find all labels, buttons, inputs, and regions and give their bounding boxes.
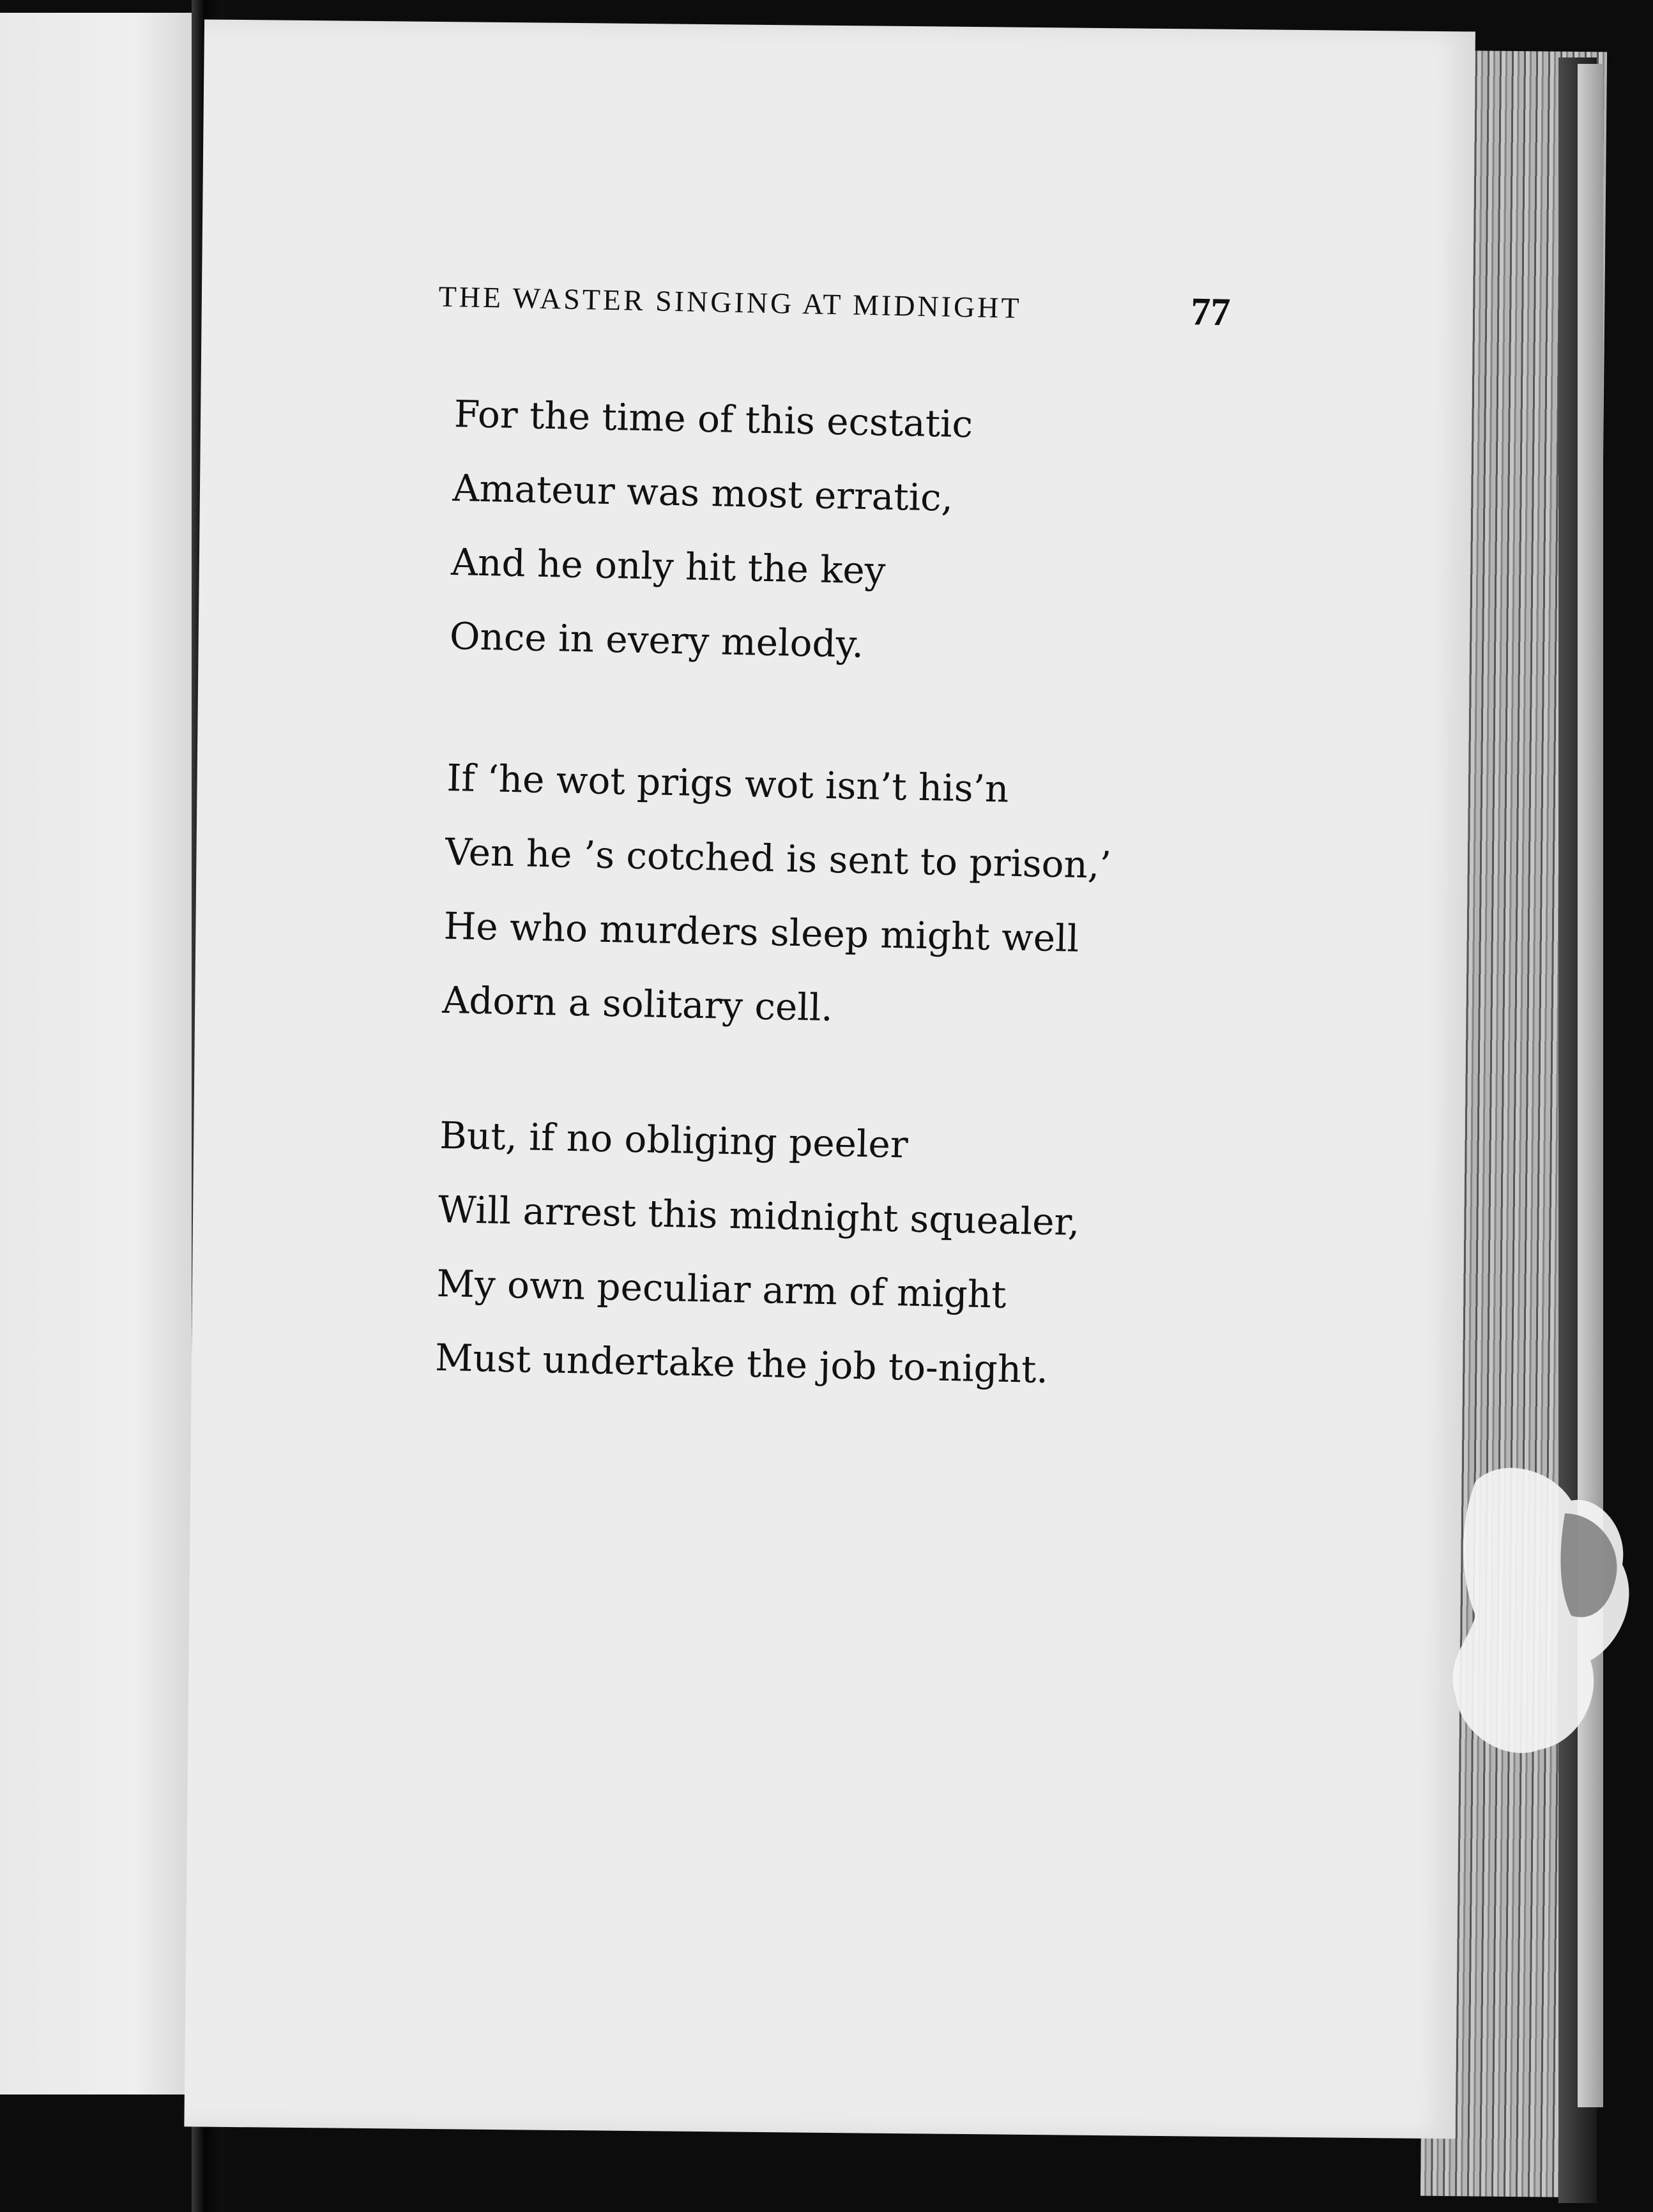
verse-line: Amateur was most erratic, [452,466,954,520]
running-head: THE WASTER SINGING AT MIDNIGHT [438,280,1023,324]
stanza [449,377,973,683]
stanza [434,1098,1082,1407]
page-number: 77 [1190,290,1231,335]
verse-line: But, if no obliging peeler [439,1113,909,1167]
verse-line: He who murders sleep might well [443,904,1079,960]
verse-line: And he only hit the key [450,540,887,593]
verse-line: Ven he ’s cotched is sent to prison,’ [445,830,1112,887]
verse-line: Adorn a solitary cell. [441,978,834,1030]
verse-line: Will arrest this midnight squealer, [438,1187,1081,1244]
verse-line: For the time of this ecstatic [453,392,973,446]
verse-line: Once in every melody. [449,614,864,667]
stanza [441,741,1113,1050]
verse-line: If ‘he wot prigs wot isn’t his’n [446,755,1010,811]
verse-line: My own peculiar arm of might [436,1261,1007,1317]
verse-line: Must undertake the job to-night. [434,1335,1049,1392]
